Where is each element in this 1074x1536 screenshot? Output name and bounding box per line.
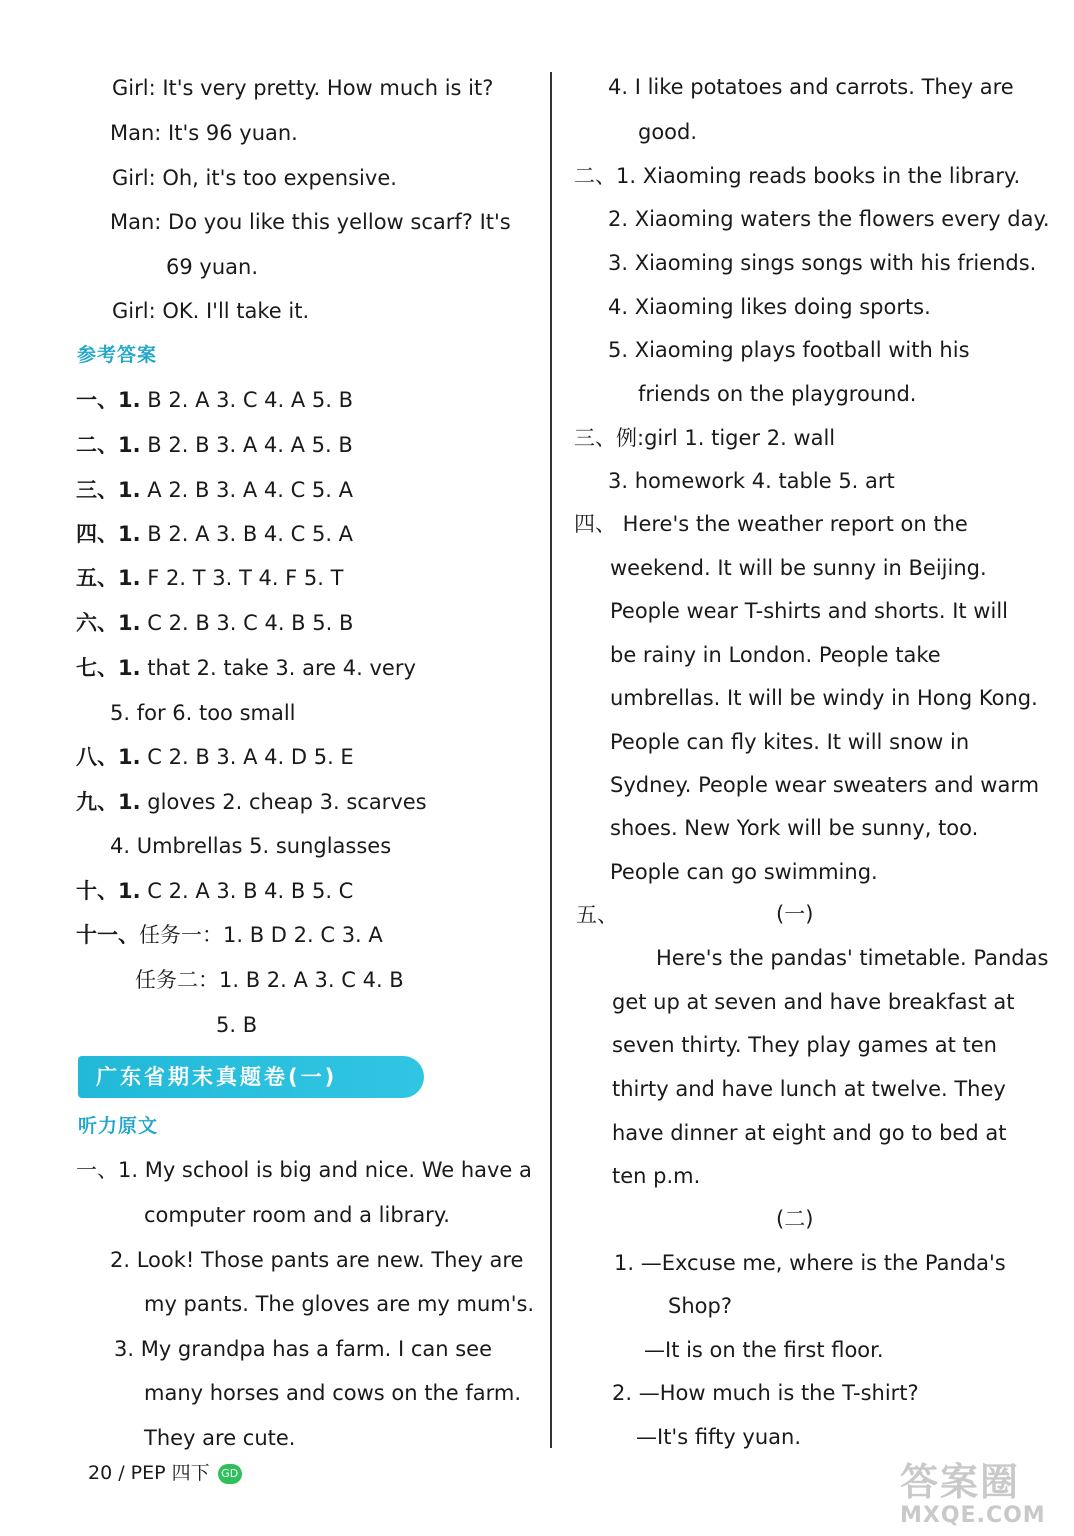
listening-line: 2. Look! Those pants are new. They are xyxy=(110,1248,524,1272)
text-line: Sydney. People wear sweaters and warm xyxy=(610,773,1040,797)
answer-row: 九、1. gloves 2. cheap 3. scarves xyxy=(76,790,427,814)
text-line: 4. Xiaoming likes doing sports. xyxy=(608,295,931,319)
dialog-line: Girl: It's very pretty. How much is it? xyxy=(112,76,494,100)
watermark-logo: 答案圈 MXQE.COM xyxy=(900,1460,1046,1528)
listening-line: They are cute. xyxy=(144,1426,296,1450)
listening-line: my pants. The gloves are my mum's. xyxy=(144,1292,535,1316)
answer-row: 六、1. C 2. B 3. C 4. B 5. B xyxy=(76,611,354,635)
text-line: be rainy in London. People take xyxy=(610,643,941,667)
dialog-line: Man: It's 96 yuan. xyxy=(110,121,298,145)
text-line: 四、 Here's the weather report on the xyxy=(574,512,968,536)
listening-heading: 听力原文 xyxy=(78,1115,159,1137)
dialog-line: Girl: Oh, it's too expensive. xyxy=(112,166,397,190)
text-line: have dinner at eight and go to bed at xyxy=(612,1121,1007,1145)
text-line: 二、1. Xiaoming reads books in the library. xyxy=(574,164,1021,188)
answer-row: 一、1. B 2. A 3. C 4. A 5. B xyxy=(76,388,354,412)
dialog-line: Man: Do you like this yellow scarf? It's xyxy=(110,210,511,234)
text-line: 3. Xiaoming sings songs with his friends. xyxy=(608,251,1037,275)
text-line: People can fly kites. It will snow in xyxy=(610,730,970,754)
text-line: 五、 xyxy=(576,903,618,927)
text-line: 2. Xiaoming waters the flowers every day. xyxy=(608,207,1050,231)
text-line: People can go swimming. xyxy=(610,860,878,884)
text-line: 三、例:girl 1. tiger 2. wall xyxy=(574,426,836,450)
listening-line: 一、1. My school is big and nice. We have a xyxy=(76,1158,532,1182)
text-line: thirty and have lunch at twelve. They xyxy=(612,1077,1006,1101)
text-line: 2. —How much is the T-shirt? xyxy=(612,1381,919,1405)
dialog-line: 69 yuan. xyxy=(166,255,258,279)
answers-heading: 参考答案 xyxy=(77,344,158,366)
text-line: shoes. New York will be sunny, too. xyxy=(610,816,979,840)
text-line: friends on the playground. xyxy=(638,382,917,406)
answer-row: 5. for 6. too small xyxy=(110,701,296,725)
text-line: weekend. It will be sunny in Beijing. xyxy=(610,556,987,580)
text-line: —It is on the first floor. xyxy=(644,1338,884,1362)
answer-row: 二、1. B 2. B 3. A 4. A 5. B xyxy=(76,433,353,457)
text-line: get up at seven and have breakfast at xyxy=(612,990,1015,1014)
region-badge: GD xyxy=(218,1464,242,1484)
answer-row: 十、1. C 2. A 3. B 4. B 5. C xyxy=(76,879,354,903)
page-number-label: 20 / PEP 四下 xyxy=(88,1462,210,1484)
answer-row: 5. B xyxy=(216,1013,258,1037)
text-line: ten p.m. xyxy=(612,1164,701,1188)
dialog-line: Girl: OK. I'll take it. xyxy=(112,299,310,323)
answer-row: 五、1. F 2. T 3. T 4. F 5. T xyxy=(76,566,344,590)
section-banner: 广东省期末真题卷(一) xyxy=(78,1056,424,1098)
listening-line: 3. My grandpa has a farm. I can see xyxy=(114,1337,492,1361)
listening-line: computer room and a library. xyxy=(144,1203,450,1227)
answer-row: 十一、任务一：1. B D 2. C 3. A xyxy=(76,923,383,947)
answer-row: 八、1. C 2. B 3. A 4. D 5. E xyxy=(76,745,354,769)
column-divider xyxy=(550,72,552,1448)
answer-row: 4. Umbrellas 5. sunglasses xyxy=(110,834,392,858)
answer-row: 七、1. that 2. take 3. are 4. very xyxy=(76,656,416,680)
text-line: umbrellas. It will be windy in Hong Kong. xyxy=(610,686,1038,710)
page-footer xyxy=(88,1458,242,1488)
text-line: People wear T-shirts and shorts. It will xyxy=(610,599,1008,623)
text-line: 5. Xiaoming plays football with his xyxy=(608,338,970,362)
answer-row: 任务二：1. B 2. A 3. C 4. B xyxy=(135,968,404,992)
answer-row: 三、1. A 2. B 3. A 4. C 5. A xyxy=(76,478,353,502)
text-line: Here's the pandas' timetable. Pandas xyxy=(656,946,1049,970)
text-line: Shop? xyxy=(668,1294,732,1318)
subsection-marker: (二) xyxy=(776,1207,814,1231)
text-line: 1. —Excuse me, where is the Panda's xyxy=(614,1251,1006,1275)
answer-row: 四、1. B 2. A 3. B 4. C 5. A xyxy=(76,522,354,546)
text-line: seven thirty. They play games at ten xyxy=(612,1033,997,1057)
listening-line: many horses and cows on the farm. xyxy=(144,1381,522,1405)
text-line: 4. I like potatoes and carrots. They are xyxy=(608,75,1014,99)
text-line: 3. homework 4. table 5. art xyxy=(608,469,895,493)
text-line: good. xyxy=(638,120,698,144)
subsection-marker: (一) xyxy=(776,902,814,926)
text-line: —It's fifty yuan. xyxy=(636,1425,801,1449)
